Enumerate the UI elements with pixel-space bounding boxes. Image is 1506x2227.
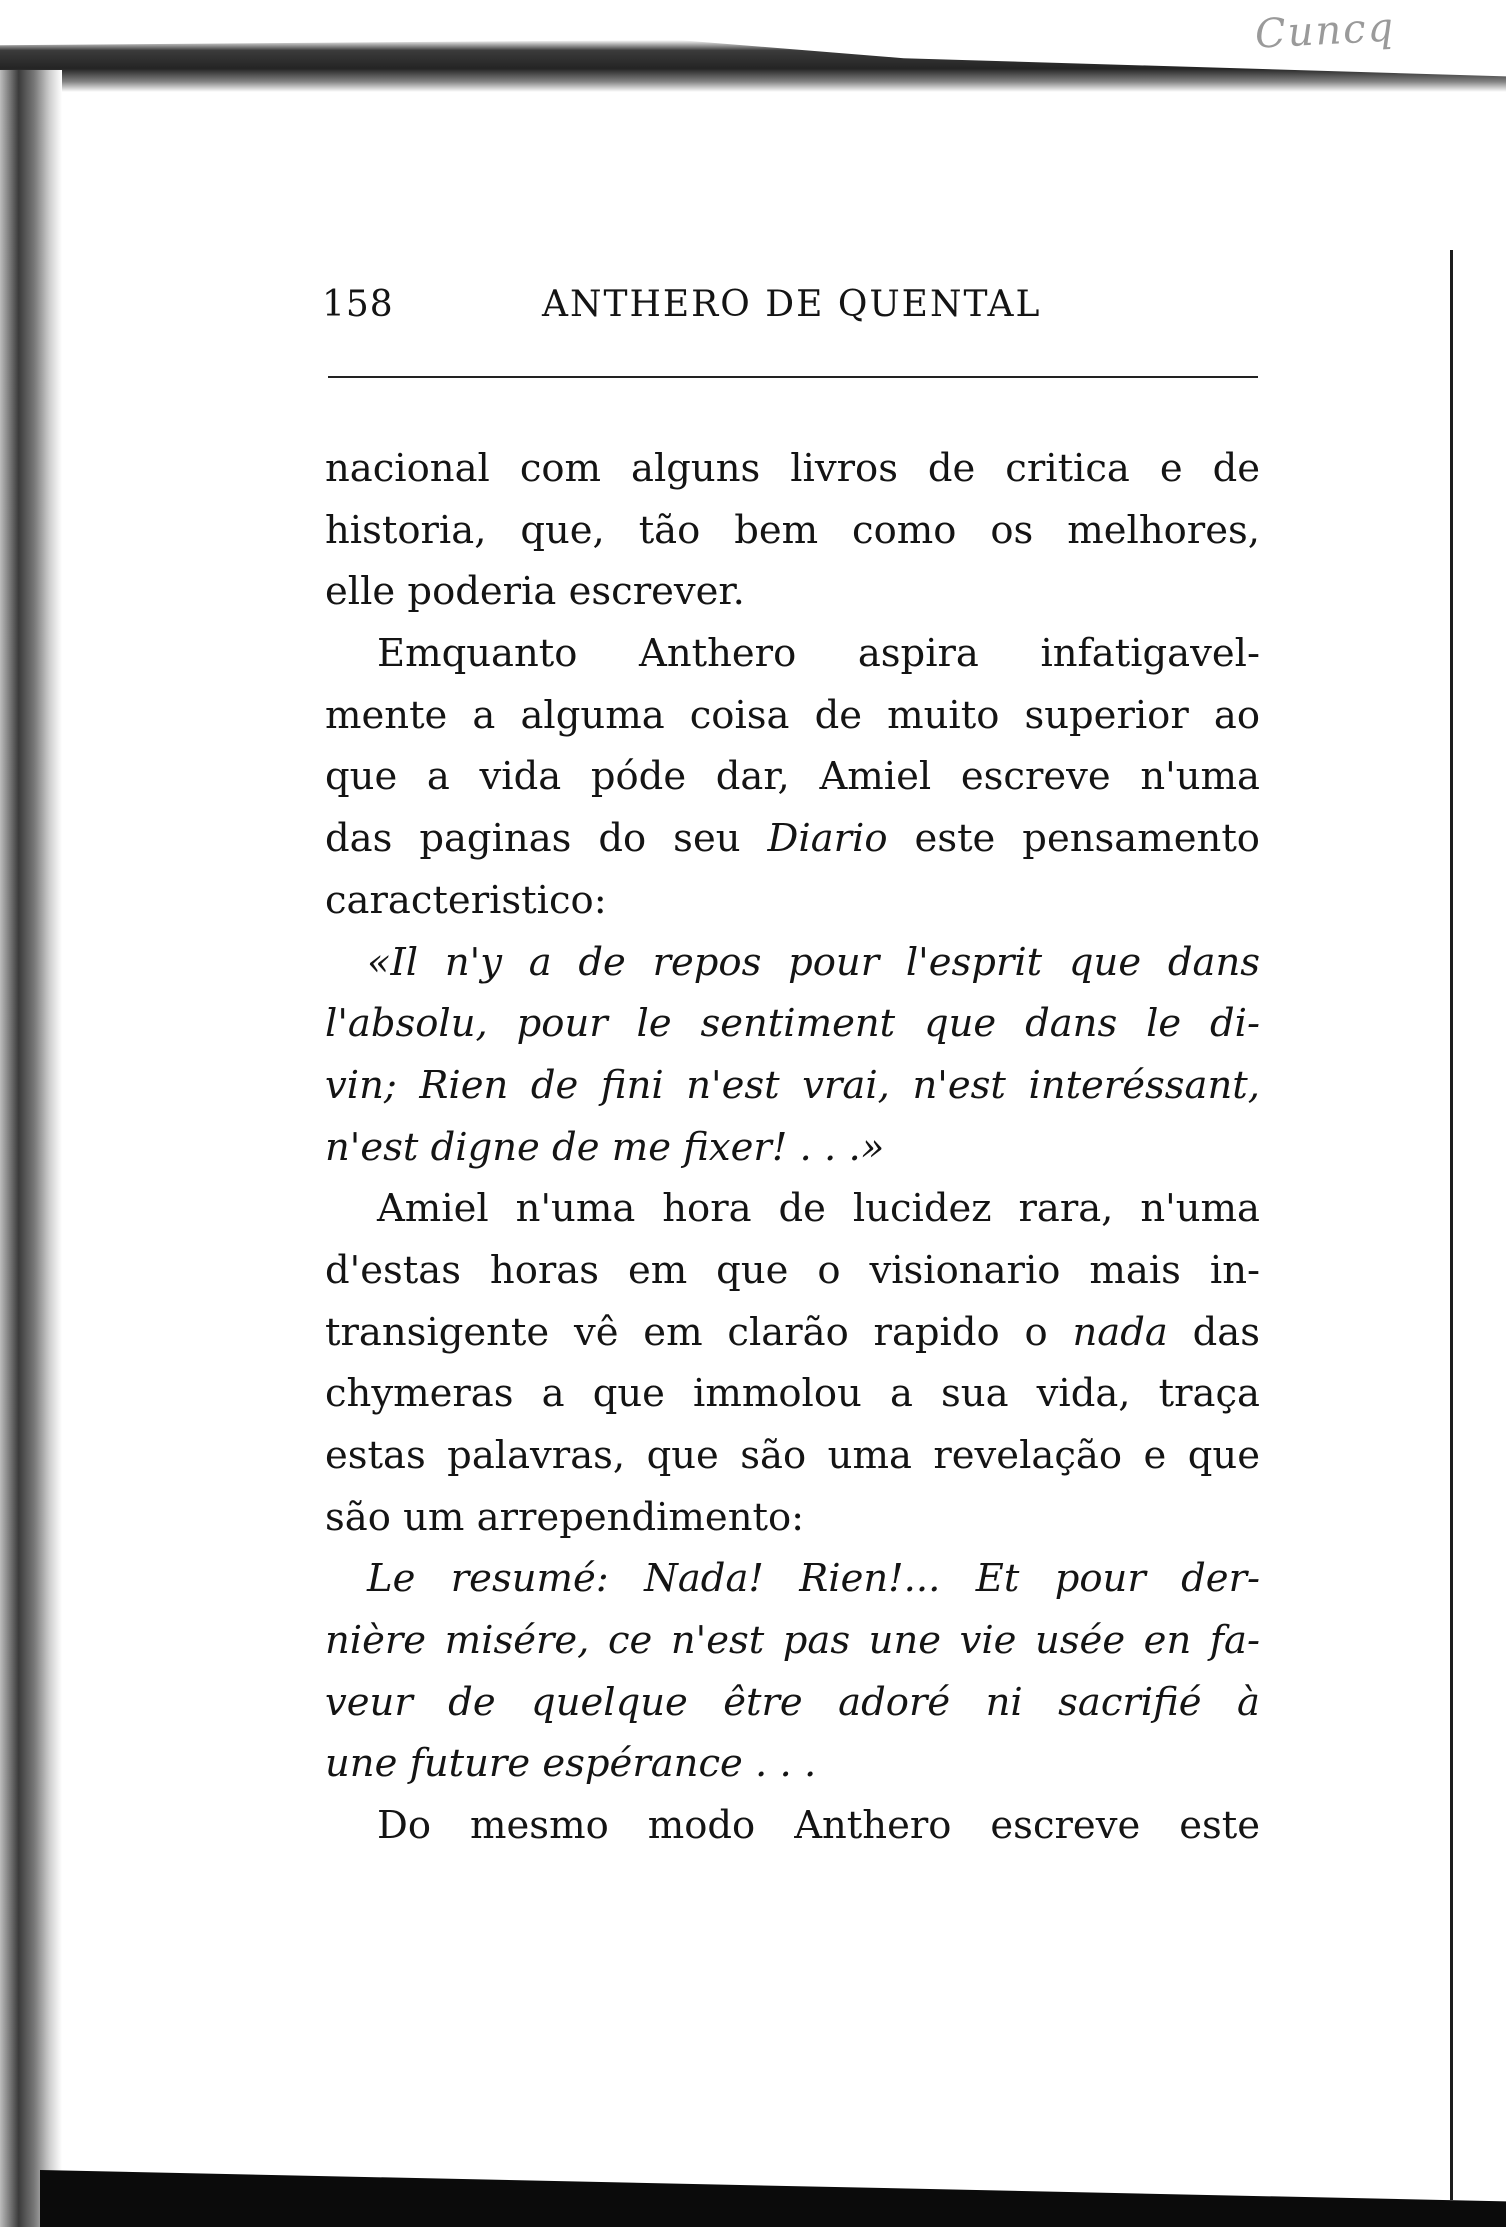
corner-scribble: Cuncq (1253, 4, 1397, 58)
page-number: 158 (322, 284, 394, 325)
scan-binding-left (0, 70, 62, 2227)
quote-line: Le resumé: Nada! Rien!... Et pour der- (367, 1556, 1260, 1602)
text-line: nacional com alguns livros de critica e de (325, 446, 1260, 491)
text-line: caracteristico: (325, 877, 607, 923)
quote-line: n'est digne de me fixer! . . .» (325, 1124, 885, 1170)
text-line-mixed (325, 808, 1260, 870)
text-line: d'estas horas em que o visionario mais in- (325, 1247, 1260, 1293)
quote-line: «Il n'y a de repos pour l'esprit que dans (367, 939, 1260, 985)
text-line: historia, que, tão bem como os melhores, (325, 507, 1260, 553)
body-text (325, 438, 1260, 1857)
text-line: que a vida póde dar, Amiel escreve n'uma (325, 754, 1260, 800)
text-line: elle poderia escrever. (325, 569, 745, 615)
text-span: das (1192, 1309, 1260, 1355)
quote-line: l'absolu, pour le sentiment que dans le di- (325, 1001, 1260, 1047)
text-line: chymeras a que immolou a sua vida, traça (325, 1371, 1260, 1417)
text-line: são um arrependimento: (325, 1494, 805, 1540)
scan-page-edge-right (1436, 250, 1453, 2200)
quote-line: une future espérance . . . (325, 1741, 817, 1787)
text-span: este pensamento (914, 816, 1260, 862)
italic-title-diario: Diario (767, 816, 888, 862)
text-line: mente a alguma coisa de muito superior ao (325, 692, 1260, 738)
quote-line: nière misére, ce n'est pas une vie usée en fa- (325, 1618, 1260, 1664)
text-line-mixed (325, 1302, 1260, 1364)
text-line: Amiel n'uma hora de lucidez rara, n'uma (377, 1186, 1260, 1232)
text-line: Emquanto Anthero aspira infatigavel- (377, 631, 1260, 677)
page-header (322, 284, 1258, 340)
running-title: ANTHERO DE QUENTAL (542, 284, 1042, 325)
header-rule (328, 376, 1258, 378)
text-span: transigente vê em clarão rapido o (325, 1309, 1048, 1355)
text-line: estas palavras, que são uma revelação e que (325, 1433, 1260, 1478)
italic-word-nada: nada (1072, 1309, 1168, 1355)
quote-line: vin; Rien de fini n'est vrai, n'est interéssant, (325, 1062, 1260, 1108)
text-line: Do mesmo modo Anthero escreve este (377, 1803, 1260, 1849)
text-span: das paginas do seu (325, 816, 741, 862)
quote-line: veur de quelque être adoré ni sacrifié à (325, 1679, 1260, 1725)
scan-binding-bottom (40, 2170, 1506, 2227)
